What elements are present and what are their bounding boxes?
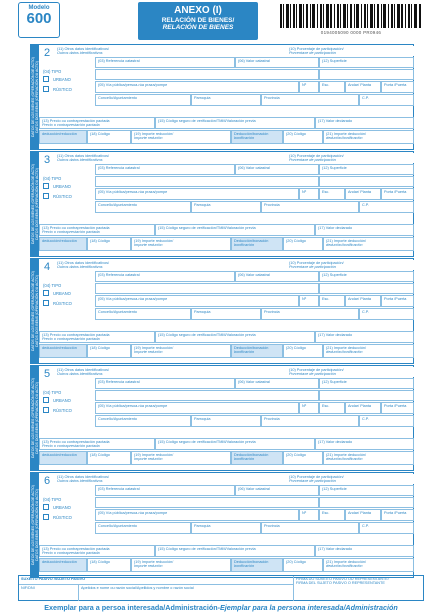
footer-box	[18, 575, 424, 601]
codigo-field[interactable]: (18) Código	[87, 237, 131, 251]
rustico-label: RÚSTICO	[53, 194, 72, 199]
blank-field-a[interactable]	[95, 69, 319, 80]
valor-catastral-field[interactable]: (06) Valor catastral	[235, 378, 319, 389]
codigo-seguro-field[interactable]: (15) Código seguro de verificación/TMM/Valoración previa	[155, 224, 315, 236]
porcentaje-field[interactable]: (10) Porcentaje de participación/ Porcentaxe de participación	[287, 474, 414, 484]
title-box	[138, 2, 258, 40]
andar-field[interactable]: Andar/ Planta	[345, 402, 381, 414]
rustico-checkbox[interactable]	[43, 514, 49, 520]
urbano-checkbox[interactable]	[43, 397, 49, 403]
concello-field[interactable]: Concello/Ayuntamiento	[95, 415, 191, 427]
rustico-label: RÚSTICO	[53, 515, 72, 520]
provincia-field[interactable]: Provincia	[261, 415, 359, 427]
provincia-field[interactable]: Provincia	[261, 522, 359, 534]
valor-catastral-field[interactable]: (06) Valor catastral	[235, 485, 319, 496]
deduccion-bonificacion-label: Deducción/bonación bonificación	[231, 558, 283, 572]
concello-field[interactable]: Concello/Ayuntamiento	[95, 201, 191, 213]
copy-note-italic: Ejemplar para la persona interesada/Administración	[220, 603, 398, 612]
parroquia-field[interactable]: Parroquia	[191, 415, 261, 427]
porcentaje-field[interactable]: (10) Porcentaje de participación/ Porcentaxe de participación	[287, 153, 414, 163]
concello-field[interactable]: Concello/Ayuntamiento	[95, 308, 191, 320]
block-side-bar	[31, 259, 39, 363]
importe-reduccion-field[interactable]: (19) Importe reducción/ Importe redución	[131, 344, 231, 358]
tipo-label: (04) TIPO	[43, 497, 62, 502]
parroquia-field[interactable]: Parroquia	[191, 201, 261, 213]
deduccion-reduccion-label: deducción/reducción	[39, 237, 87, 251]
cp-field[interactable]: C.P.	[359, 308, 414, 320]
cp-field[interactable]: C.P.	[359, 522, 414, 534]
property-block-3	[30, 151, 414, 257]
model-box	[18, 2, 60, 38]
importe-deduccion-field[interactable]: (21) Importe deducción/ dedución/bonificación	[323, 237, 414, 251]
andar-field[interactable]: Andar/ Planta	[345, 81, 381, 93]
urbano-label: URBANO	[53, 77, 71, 82]
sujeto-pasivo-label: SUXEITO PASIVO /SUJETO PASIVO	[21, 577, 86, 581]
cp-field[interactable]: C.P.	[359, 94, 414, 106]
model-label: Modelo	[28, 5, 50, 11]
importe-reduccion-field[interactable]: (19) Importe reducción/ Importe redución	[131, 558, 231, 572]
otros-datos-field[interactable]: (11) Otros datos identificativos/ Outros datos identificativos	[55, 153, 287, 163]
rustico-checkbox[interactable]	[43, 407, 49, 413]
nif-field[interactable]: NIF/DNI	[19, 584, 79, 601]
tipo-label: (04) TIPO	[43, 69, 62, 74]
block-side-bar	[31, 152, 39, 256]
importe-reduccion-field[interactable]: (19) Importe reducción/ Importe redución	[131, 237, 231, 251]
ref-catastral-field[interactable]: (03) Referencia catastral	[95, 271, 235, 282]
ref-catastral-field[interactable]: (03) Referencia catastral	[95, 485, 235, 496]
esc-field[interactable]: Esc.	[319, 295, 345, 307]
deduccion-bonificacion-label: Deducción/bonación bonificación	[231, 344, 283, 358]
via-publica-field[interactable]: (05) Vía pública/persoa-rúa praza/pompe	[95, 402, 299, 414]
valor-declarado-field[interactable]: (17) Valor declarado	[315, 224, 414, 236]
numero-field[interactable]: Nº	[299, 81, 319, 93]
apelidos-field[interactable]: Apelidos e nome ou razón social/Apellidos y nombre o razón social	[79, 584, 293, 601]
block-number: 3	[43, 154, 51, 166]
ref-catastral-field[interactable]: (03) Referencia catastral	[95, 164, 235, 175]
urbano-label: URBANO	[53, 291, 71, 296]
porta-field[interactable]: Porta /Puerta	[381, 509, 414, 521]
barcode-icon	[280, 4, 422, 28]
property-block-2	[30, 44, 414, 150]
side-text: DATOS DE LOS BIENES (OPERACIÓN DE ACTO) DATOS DOS BENS (OPERACIÓN OU ACTO)	[31, 57, 39, 137]
block-number: 4	[43, 261, 51, 273]
valor-declarado-field[interactable]: (17) Valor declarado	[315, 117, 414, 129]
codigo2-field[interactable]: (20) Código	[283, 451, 323, 465]
form-title: ANEXO (I)	[174, 5, 222, 16]
side-text: DATOS DE LOS BIENES (OPERACIÓN DE ACTO) DATOS DOS BENS (OPERACIÓN OU ACTO)	[31, 271, 39, 351]
form-header	[18, 2, 424, 42]
importe-deduccion-field[interactable]: (21) Importe deducción/ dedución/bonificación	[323, 451, 414, 465]
barcode-text: 0194005090 0000 PR0946	[320, 30, 382, 35]
valor-declarado-field[interactable]: (17) Valor declarado	[315, 331, 414, 343]
codigo2-field[interactable]: (20) Código	[283, 344, 323, 358]
urbano-checkbox[interactable]	[43, 290, 49, 296]
blank-field-a[interactable]	[95, 390, 319, 401]
deduccion-reduccion-label: deducción/reducción	[39, 558, 87, 572]
copy-note	[18, 603, 424, 612]
provincia-field[interactable]: Provincia	[261, 308, 359, 320]
esc-field[interactable]: Esc.	[319, 188, 345, 200]
parroquia-field[interactable]: Parroquia	[191, 522, 261, 534]
deduccion-reduccion-label: deducción/reducción	[39, 451, 87, 465]
rustico-label: RÚSTICO	[53, 301, 72, 306]
otros-datos-field[interactable]: (11) Otros datos identificativos/ Outros datos identificativos	[55, 474, 287, 484]
urbano-checkbox[interactable]	[43, 504, 49, 510]
block-side-bar	[31, 366, 39, 470]
deduccion-reduccion-label: deducción/reducción	[39, 130, 87, 144]
deduccion-bonificacion-label: Deducción/bonación bonificación	[231, 451, 283, 465]
provincia-field[interactable]: Provincia	[261, 94, 359, 106]
side-text: DATOS DE LOS BIENES (OPERACIÓN DE ACTO) DATOS DOS BENS (OPERACIÓN OU ACTO)	[31, 378, 39, 458]
numero-field[interactable]: Nº	[299, 509, 319, 521]
valor-catastral-field[interactable]: (06) Valor catastral	[235, 271, 319, 282]
urbano-label: URBANO	[53, 505, 71, 510]
valor-declarado-field[interactable]: (17) Valor declarado	[315, 545, 414, 557]
porta-field[interactable]: Porta /Puerta	[381, 188, 414, 200]
superficie-field[interactable]: (12) Superficie	[319, 57, 414, 68]
property-block-4	[30, 258, 414, 364]
porta-field[interactable]: Porta /Puerta	[381, 402, 414, 414]
blank-field-a[interactable]	[95, 497, 319, 508]
codigo2-field[interactable]: (20) Código	[283, 558, 323, 572]
importe-deduccion-field[interactable]: (21) Importe deducción/ dedución/bonificación	[323, 130, 414, 144]
otros-datos-field[interactable]: (11) Otros datos identificativos/ Outros datos identificativos	[55, 367, 287, 377]
importe-deduccion-field[interactable]: (21) Importe deducción/ dedución/bonificación	[323, 344, 414, 358]
firma-label: FIRMA DO SUXEITO PASIVO OU REPRESENTANTE/	[296, 577, 389, 581]
blank-field-b[interactable]	[319, 390, 414, 401]
property-block-6	[30, 472, 414, 578]
superficie-field[interactable]: (12) Superficie	[319, 164, 414, 175]
otros-datos-field[interactable]: (11) Otros datos identificativos/ Outros datos identificativos	[55, 260, 287, 270]
provincia-field[interactable]: Provincia	[261, 201, 359, 213]
form-subtitle-es: RELACIÓN DE BIENES/	[161, 17, 235, 24]
firma-field[interactable]	[293, 576, 424, 601]
porta-field[interactable]: Porta /Puerta	[381, 295, 414, 307]
precio-field[interactable]: (13) Precio ou contraprestación pactada Precio o contraprestación pactada	[39, 331, 155, 343]
valor-catastral-field[interactable]: (06) Valor catastral	[235, 57, 319, 68]
codigo-field[interactable]: (18) Código	[87, 451, 131, 465]
urbano-label: URBANO	[53, 398, 71, 403]
esc-field[interactable]: Esc.	[319, 81, 345, 93]
rustico-checkbox[interactable]	[43, 193, 49, 199]
numero-field[interactable]: Nº	[299, 295, 319, 307]
urbano-checkbox[interactable]	[43, 183, 49, 189]
blank-field-a[interactable]	[95, 283, 319, 294]
codigo2-field[interactable]: (20) Código	[283, 237, 323, 251]
block-number: 6	[43, 475, 51, 487]
block-number: 2	[43, 47, 51, 59]
importe-reduccion-field[interactable]: (19) Importe reducción/ Importe redución	[131, 130, 231, 144]
rustico-label: RÚSTICO	[53, 408, 72, 413]
andar-field[interactable]: Andar/ Planta	[345, 295, 381, 307]
cp-field[interactable]: C.P.	[359, 415, 414, 427]
codigo-seguro-field[interactable]: (15) Código seguro de verificación/TMM/Valoración previa	[155, 438, 315, 450]
urbano-label: URBANO	[53, 184, 71, 189]
valor-catastral-field[interactable]: (06) Valor catastral	[235, 164, 319, 175]
precio-field[interactable]: (13) Precio ou contraprestación pactada Precio o contraprestación pactada	[39, 438, 155, 450]
codigo-seguro-field[interactable]: (15) Código seguro de verificación/TMM/Valoración previa	[155, 331, 315, 343]
codigo-seguro-field[interactable]: (15) Código seguro de verificación/TMM/Valoración previa	[155, 545, 315, 557]
otros-datos-field[interactable]: (11) Otros datos identificativos/ Outros datos identificativos	[55, 46, 287, 56]
esc-field[interactable]: Esc.	[319, 509, 345, 521]
codigo-field[interactable]: (18) Código	[87, 558, 131, 572]
esc-field[interactable]: Esc.	[319, 402, 345, 414]
superficie-field[interactable]: (12) Superficie	[319, 378, 414, 389]
tipo-label: (04) TIPO	[43, 176, 62, 181]
tipo-label: (04) TIPO	[43, 390, 62, 395]
porta-field[interactable]: Porta /Puerta	[381, 81, 414, 93]
firma-label-co: FIRMA DEL SUJETO PASIVO O REPRESENTANTE	[296, 581, 385, 586]
porcentaje-field[interactable]: (10) Porcentaje de participación/ Porcentaxe de participación	[287, 46, 414, 56]
blank-field-b[interactable]	[319, 497, 414, 508]
codigo2-field[interactable]: (20) Código	[283, 130, 323, 144]
blank-field-b[interactable]	[319, 283, 414, 294]
side-text: DATOS DE LOS BIENES (OPERACIÓN DE ACTO) DATOS DOS BENS (OPERACIÓN OU ACTO)	[31, 164, 39, 244]
superficie-field[interactable]: (12) Superficie	[319, 485, 414, 496]
parroquia-field[interactable]: Parroquia	[191, 308, 261, 320]
tipo-label: (04) TIPO	[43, 283, 62, 288]
blank-field-a[interactable]	[95, 176, 319, 187]
andar-field[interactable]: Andar/ Planta	[345, 188, 381, 200]
codigo-field[interactable]: (18) Código	[87, 130, 131, 144]
ref-catastral-field[interactable]: (03) Referencia catastral	[95, 378, 235, 389]
via-publica-field[interactable]: (05) Vía pública/persoa-rúa praza/pompe	[95, 188, 299, 200]
via-publica-field[interactable]: (05) Vía pública/persoa-rúa praza/pompe	[95, 81, 299, 93]
ref-catastral-field[interactable]: (03) Referencia catastral	[95, 57, 235, 68]
codigo-seguro-field[interactable]: (15) Código seguro de verificación/TMM/Valoración previa	[155, 117, 315, 129]
importe-reduccion-field[interactable]: (19) Importe reducción/ Importe redución	[131, 451, 231, 465]
concello-field[interactable]: Concello/Ayuntamiento	[95, 522, 191, 534]
codigo-field[interactable]: (18) Código	[87, 344, 131, 358]
cp-field[interactable]: C.P.	[359, 201, 414, 213]
parroquia-field[interactable]: Parroquia	[191, 94, 261, 106]
via-publica-field[interactable]: (05) Vía pública/persoa-rúa praza/pompe	[95, 295, 299, 307]
precio-field[interactable]: (13) Precio ou contraprestación pactada Precio o contraprestación pactada	[39, 117, 155, 129]
block-side-bar	[31, 473, 39, 577]
precio-field[interactable]: (13) Precio ou contraprestación pactada Precio o contraprestación pactada	[39, 224, 155, 236]
concello-field[interactable]: Concello/Ayuntamiento	[95, 94, 191, 106]
via-publica-field[interactable]: (05) Vía pública/persoa-rúa praza/pompe	[95, 509, 299, 521]
andar-field[interactable]: Andar/ Planta	[345, 509, 381, 521]
porcentaje-field[interactable]: (10) Porcentaje de participación/ Porcentaxe de participación	[287, 367, 414, 377]
deduccion-bonificacion-label: Deducción/bonación bonificación	[231, 237, 283, 251]
rustico-checkbox[interactable]	[43, 86, 49, 92]
importe-deduccion-field[interactable]: (21) Importe deducción/ dedución/bonificación	[323, 558, 414, 572]
copy-note-main: Exemplar para a persoa interesada/Administración-	[44, 603, 220, 612]
deduccion-reduccion-label: deducción/reducción	[39, 344, 87, 358]
urbano-checkbox[interactable]	[43, 76, 49, 82]
rustico-label: RÚSTICO	[53, 87, 72, 92]
model-number: 600	[26, 10, 52, 27]
deduccion-bonificacion-label: Deducción/bonación bonificación	[231, 130, 283, 144]
numero-field[interactable]: Nº	[299, 402, 319, 414]
property-block-5	[30, 365, 414, 471]
side-text: DATOS DE LOS BIENES (OPERACIÓN DE ACTO) DATOS DOS BENS (OPERACIÓN OU ACTO)	[31, 485, 39, 565]
valor-declarado-field[interactable]: (17) Valor declarado	[315, 438, 414, 450]
blank-field-b[interactable]	[319, 69, 414, 80]
blank-field-b[interactable]	[319, 176, 414, 187]
precio-field[interactable]: (13) Precio ou contraprestación pactada Precio o contraprestación pactada	[39, 545, 155, 557]
numero-field[interactable]: Nº	[299, 188, 319, 200]
porcentaje-field[interactable]: (10) Porcentaje de participación/ Porcentaxe de participación	[287, 260, 414, 270]
rustico-checkbox[interactable]	[43, 300, 49, 306]
form-subtitle-co: RELACIÓN DE BIENES	[162, 24, 234, 31]
block-number: 5	[43, 368, 51, 380]
block-side-bar	[31, 45, 39, 149]
superficie-field[interactable]: (12) Superficie	[319, 271, 414, 282]
